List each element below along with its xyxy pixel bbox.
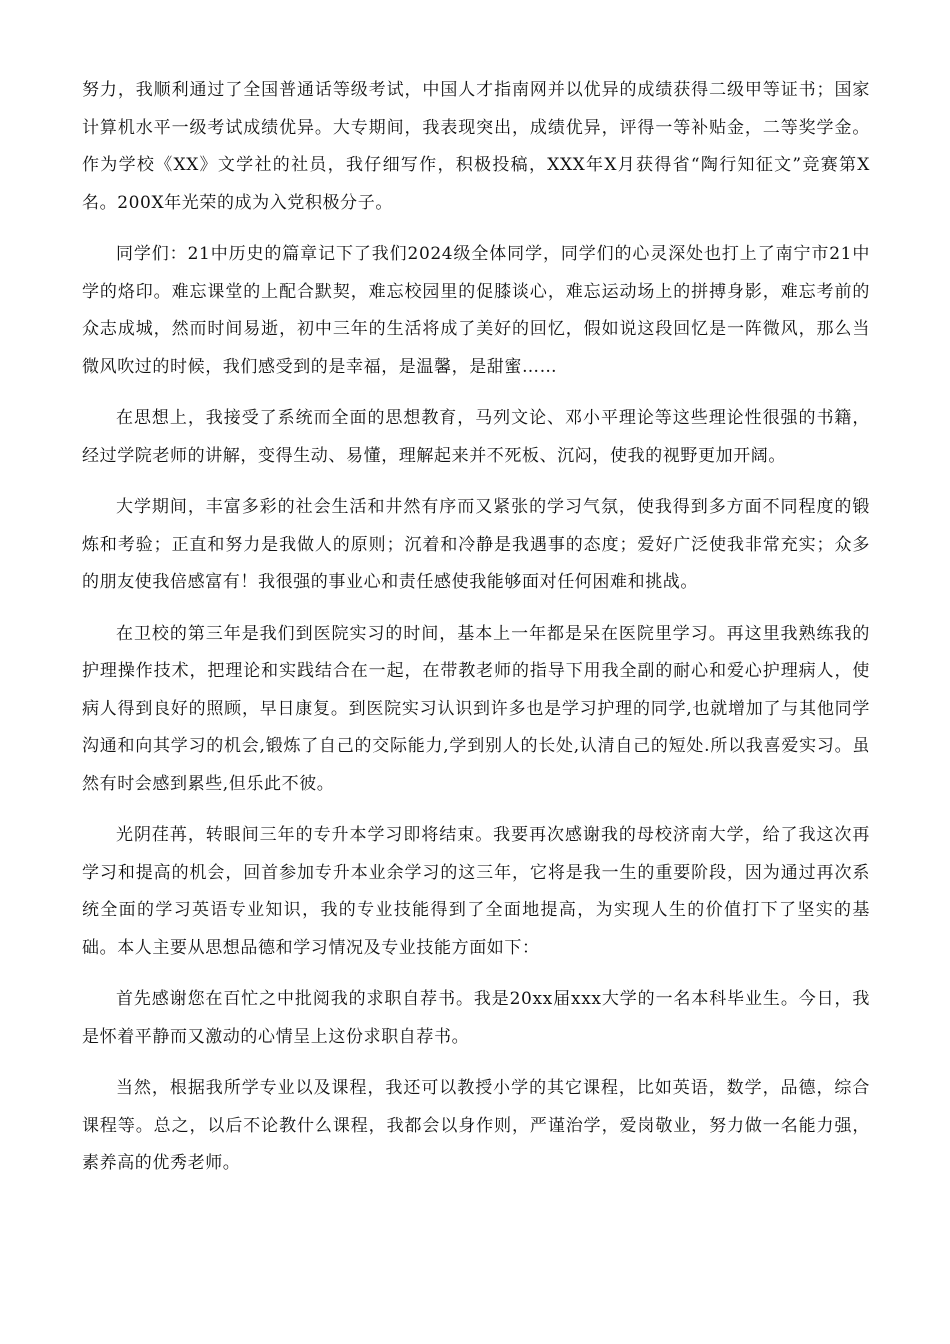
paragraph-graduation: 光阴荏苒，转眼间三年的专升本学习即将结束。我要再次感谢我的母校济南大学，给了我这次再学习和提高的机会，回首参加专升本业余学习的这三年，它将是我一生的重要阶段，因为通过再次系统全面的学习英语专业知识，我的专业技能得到了全面地提高，为实现人生的价值打下了坚实的基础。本人主要从思想品德和学习情况及专业技能方面如下： [82,825,870,958]
paragraph-university: 大学期间，丰富多彩的社会生活和井然有序而又紧张的学习气氛，使我得到多方面不同程度的锻炼和考验；正直和努力是我做人的原则；沉着和冷静是我遇事的态度；爱好广泛使我非常充实；众多的朋友使我倍感富有！我很强的事业心和责任感使我能够面对任何困难和挑战。 [82,497,870,592]
paragraph-ideology: 在思想上，我接受了系统而全面的思想教育，马列文论、邓小平理论等这些理论性很强的书籍，经过学院老师的讲解，变得生动、易懂，理解起来并不死板、沉闷，使我的视野更加开阔。 [82,408,870,466]
paragraph-cover-letter: 首先感谢您在百忙之中批阅我的求职自荐书。我是20xx届xxx大学的一名本科毕业生。今日，我是怀着平静而又激动的心情呈上这份求职自荐书。 [82,989,870,1047]
paragraph-classmates: 同学们：21中历史的篇章记下了我们2024级全体同学，同学们的心灵深处也打上了南宁市21中学的烙印。难忘课堂的上配合默契，难忘校园里的促膝谈心，难忘运动场上的拼搏身影，难忘考前的众志成城，然而时间易逝，初中三年的生活将成了美好的回忆，假如说这段回忆是一阵微风，那么当微风吹过的时候，我们感受到的是幸福，是温馨，是甜蜜…… [82,244,870,377]
paragraph-internship: 在卫校的第三年是我们到医院实习的时间，基本上一年都是呆在医院里学习。再这里我熟练我的护理操作技术，把理论和实践结合在一起，在带教老师的指导下用我全副的耐心和爱心护理病人，使病人得到良好的照顾，早日康复。到医院实习认识到许多也是学习护理的同学,也就增加了与其他同学沟通和向其学习的机会,锻炼了自己的交际能力,学到别人的长处,认清自己的短处.所以我喜爱实习。虽然有时会感到累些,但乐此不彼。 [82,623,870,794]
paragraph-teaching: 当然，根据我所学专业以及课程，我还可以教授小学的其它课程，比如英语，数学，品德，综合课程等。总之，以后不论教什么课程，我都会以身作则，严谨治学，爱岗敬业，努力做一名能力强，素养高的优秀老师。 [82,1078,870,1173]
paragraph-continuation: 努力，我顺利通过了全国普通话等级考试，中国人才指南网并以优异的成绩获得二级甲等证书；国家计算机水平一级考试成绩优异。大专期间，我表现突出，成绩优异，评得一等补贴金，二等奖学金。作为学校《XX》文学社的社员，我仔细写作，积极投稿，XXX年X月获得省“陶行知征文”竞赛第X名。200X年光荣的成为入党积极分子。 [82,80,870,213]
